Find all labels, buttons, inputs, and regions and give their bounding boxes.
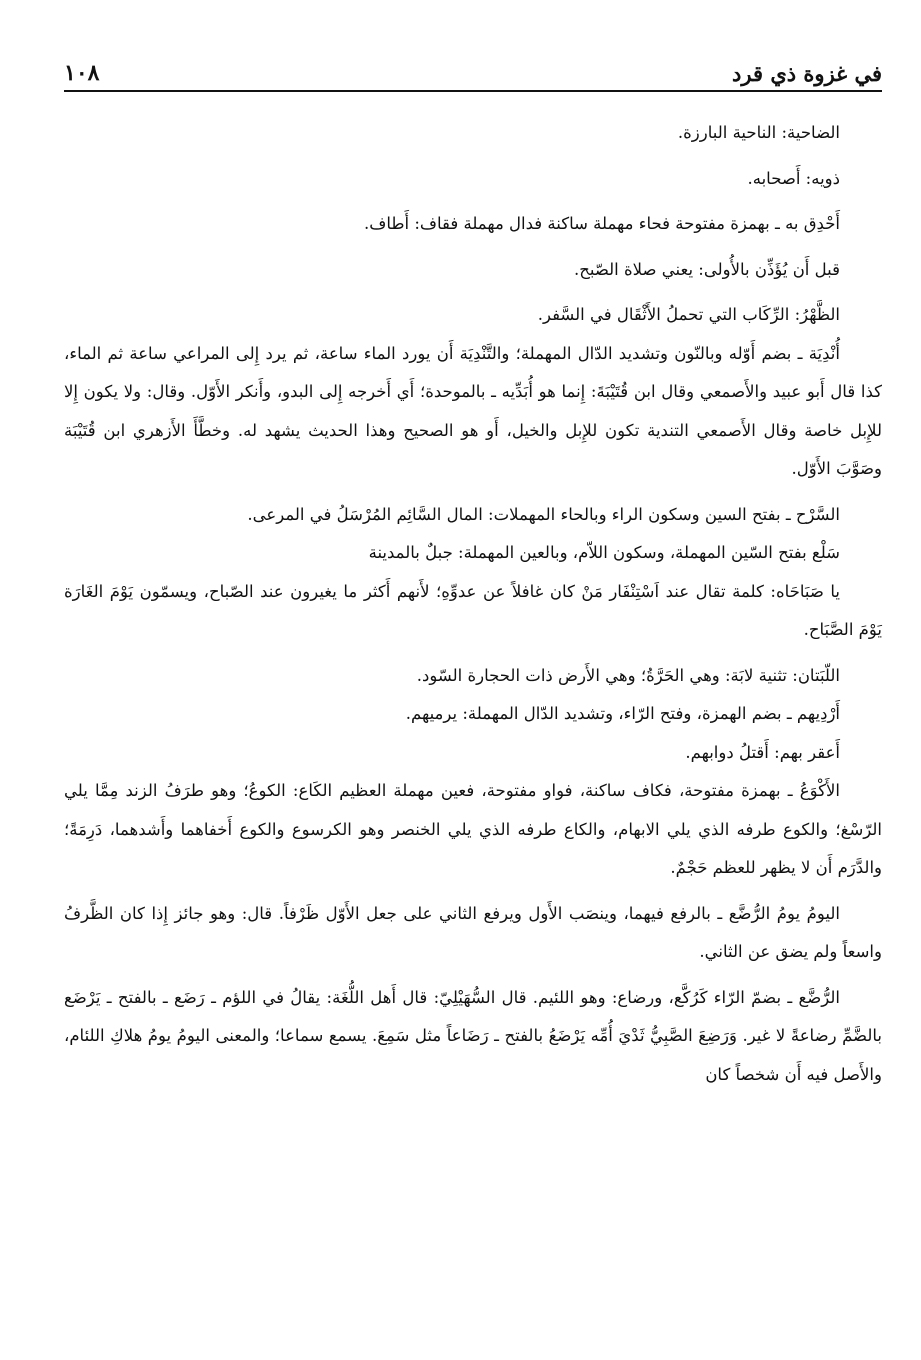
gloss-entry: السَّرْح ـ بفتح السين وسكون الراء وبالحاء المهملات: المال السَّائِم المُرْسَلُ في المرعى. (247, 504, 840, 524)
gloss-entry: اللّبَتان: تثنية لابَة: وهي الحَرَّةُ؛ وهي الأَرض ذات الحجارة السّود. (416, 665, 840, 685)
gloss-entry: الأَكْوَعُ ـ بهمزة مفتوحة، فكاف ساكنة، فواو مفتوحة، فعين مهملة العظيم الكَاع: الكوعُ؛ وهو طرَفُ الزند مِمَّا يلي الرّسْغ؛ والكوع طرفه الذي يلي الابهام، والكاع طرفه الذي يلي الخنصر وهو الكرسوع والكوع أَخفاهما وأَشدهما، دَرِمَةً؛ والدَّرَم أَن لا يظهر للعظم حَجْمٌ. (64, 781, 882, 877)
gloss-entry: الرُّضَّع ـ بضمّ الرّاء كَرُكَّع، ورضاع: وهو اللئيم. قال السُّهَيْلِيّ: قال أَهل اللُّغَة: يقالُ في اللؤم ـ رَضَع ـ بالفتح ـ يَرْضَع بالضَّمِّ رضاعةً لا غير. وَرَضِعَ الصَّبِيُّ ثَدْيَ أُمِّه يَرْضَعُ بالفتح ـ رَضَاعاً مثل سَمِعَ. يسمع سماعا؛ والمعنى اليومُ يومُ هلاكِ اللئام، والأَصل فيه أَن شخصاً كان (64, 987, 882, 1084)
book-page (64, 40, 882, 1340)
gloss-entry: أَحْدِق به ـ بهمزة مفتوحة فحاء مهملة ساكنة فدال مهملة فقاف: أَطاف. (363, 214, 840, 233)
gloss-entry: الضاحية: الناحية البارزة. (677, 123, 840, 142)
gloss-entry: أَرْدِيهم ـ بضم الهمزة، وفتح الرّاء، وتشديد الدّال المهملة: يرميهم. (405, 704, 840, 723)
gloss-entry: قبل أَن يُؤَذِّن بالأُولى: يعني صلاة الصّبح. (573, 259, 840, 279)
gloss-entry: سَلْع بفتح السّين المهملة، وسكون اللاّم، وبالعين المهملة: جبلٌ بالمدينة (368, 543, 840, 562)
page-body (64, 114, 882, 1094)
page-number: ١٠٨ (64, 60, 100, 86)
gloss-entry: اليومُ يومُ الرُّضَّع ـ بالرفع فيهما، وينصَب الأَول ويرفع الثاني على جعل الأَوّل ظَرْفاً. قال: وهو جائز إِذا كان الظَّرفُ واسعاً ولم يضق عن الثاني. (64, 903, 882, 961)
running-title: في غزوة ذي قرد (732, 61, 882, 86)
gloss-entry: الظَّهْرُ: الرِّكَاب التي تحملُ الأَثْقَال في السَّفر. (537, 305, 840, 324)
gloss-entry: ذويه: أَصحابه. (747, 168, 840, 188)
gloss-entry: أُنْدِيَة ـ بضم أَوّله وبالنّون وتشديد الدّال المهملة؛ والتَّنْدِيَة أَن يورد الماء ساعة، ثم يرد إِلى المراعي ساعة ثم الماء، كذا قال أَبو عبيد والأَصمعي وقال ابن قُتَيْبَةَ: إِنما هو أُبَدِّيه ـ بالموحدة؛ أَي أَخرجه إِلى البدو، وأَنكر الأَوّل. وقال: ولا يكون إِلا للإِبل خاصة وقال الأَصمعي التندية تكون للإِبل والخيل، أَو هو الصحيح وهذا الحديث يشهد له. وخطَّأَ الأَزهري ابن قُتَيْبَة وصَوَّبَ الأَوّل. (64, 343, 882, 478)
gloss-entry: يا صَبَاحَاه: كلمة تقال عند اَسْتِنْفَار مَنْ كان غافلاً عن عدوِّهِ؛ لأَنهم أَكثر ما يغيرون عند الصّباح، ويسمّون يَوْمَ الغَارَة يَوْمَ الصَّبَاح. (64, 581, 882, 639)
gloss-entry: أَعقر بهم: أَقتلُ دوابهم. (685, 742, 840, 762)
page-header (64, 40, 882, 92)
